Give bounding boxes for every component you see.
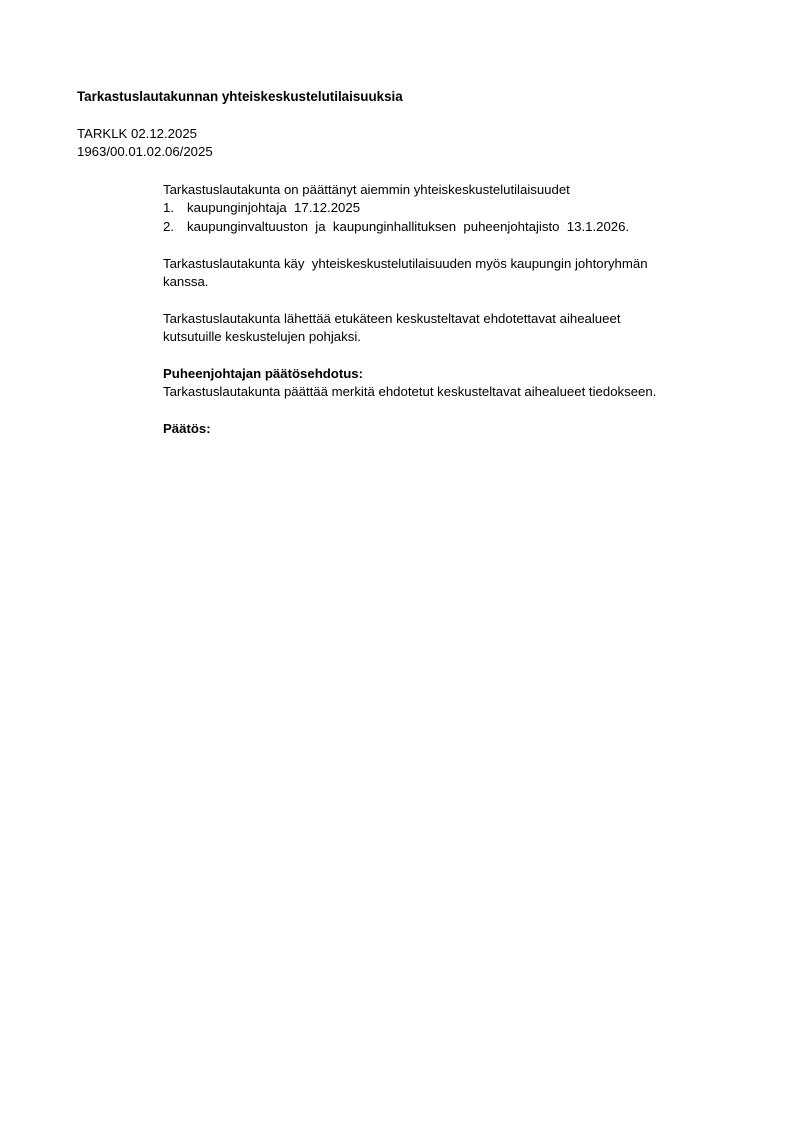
spacer xyxy=(163,347,723,365)
document-meta xyxy=(77,125,213,162)
list-item-number: 1. xyxy=(163,200,174,216)
intro-text: Tarkastuslautakunta on päättänyt aiemmin yhteiskeskustelutilaisuudet xyxy=(163,182,570,197)
paragraph-aihealueet-line2: kutsutuille keskustelujen pohjaksi. xyxy=(163,329,361,345)
spacer xyxy=(163,291,723,309)
list-item xyxy=(163,218,723,236)
paragraph-aihealueet-line1: Tarkastuslautakunta lähettää etukäteen keskusteltavat ehdotettavat aihealueet xyxy=(163,310,621,326)
meta-case-number: 1963/00.01.02.06/2025 xyxy=(77,144,213,160)
list-item xyxy=(163,199,723,217)
list-item-text: kaupunginvaltuuston ja kaupunginhallituksen puheenjohtajisto 13.1.2026. xyxy=(187,218,630,234)
decision-heading: Päätös: xyxy=(163,421,211,437)
list-item-text: kaupunginjohtaja 17.12.2025 xyxy=(187,200,361,216)
proposal-text: Tarkastuslautakunta päättää merkitä ehdotetut keskusteltavat aihealueet tiedokseen. xyxy=(163,384,657,400)
spacer xyxy=(163,402,723,420)
proposal-heading: Puheenjohtajan päätösehdotus: xyxy=(163,365,364,381)
meta-board-date: TARKLK 02.12.2025 xyxy=(77,126,197,141)
list-item-number: 2. xyxy=(163,218,174,234)
document-title: Tarkastuslautakunnan yhteiskeskustelutilaisuuksia xyxy=(77,89,403,104)
spacer xyxy=(163,236,723,254)
paragraph-johtoryhma-line1: Tarkastuslautakunta käy yhteiskeskustelutilaisuuden myös kaupungin johtoryhmän xyxy=(163,255,648,271)
paragraph-johtoryhma-line2: kanssa. xyxy=(163,273,209,289)
document-body xyxy=(163,181,723,438)
